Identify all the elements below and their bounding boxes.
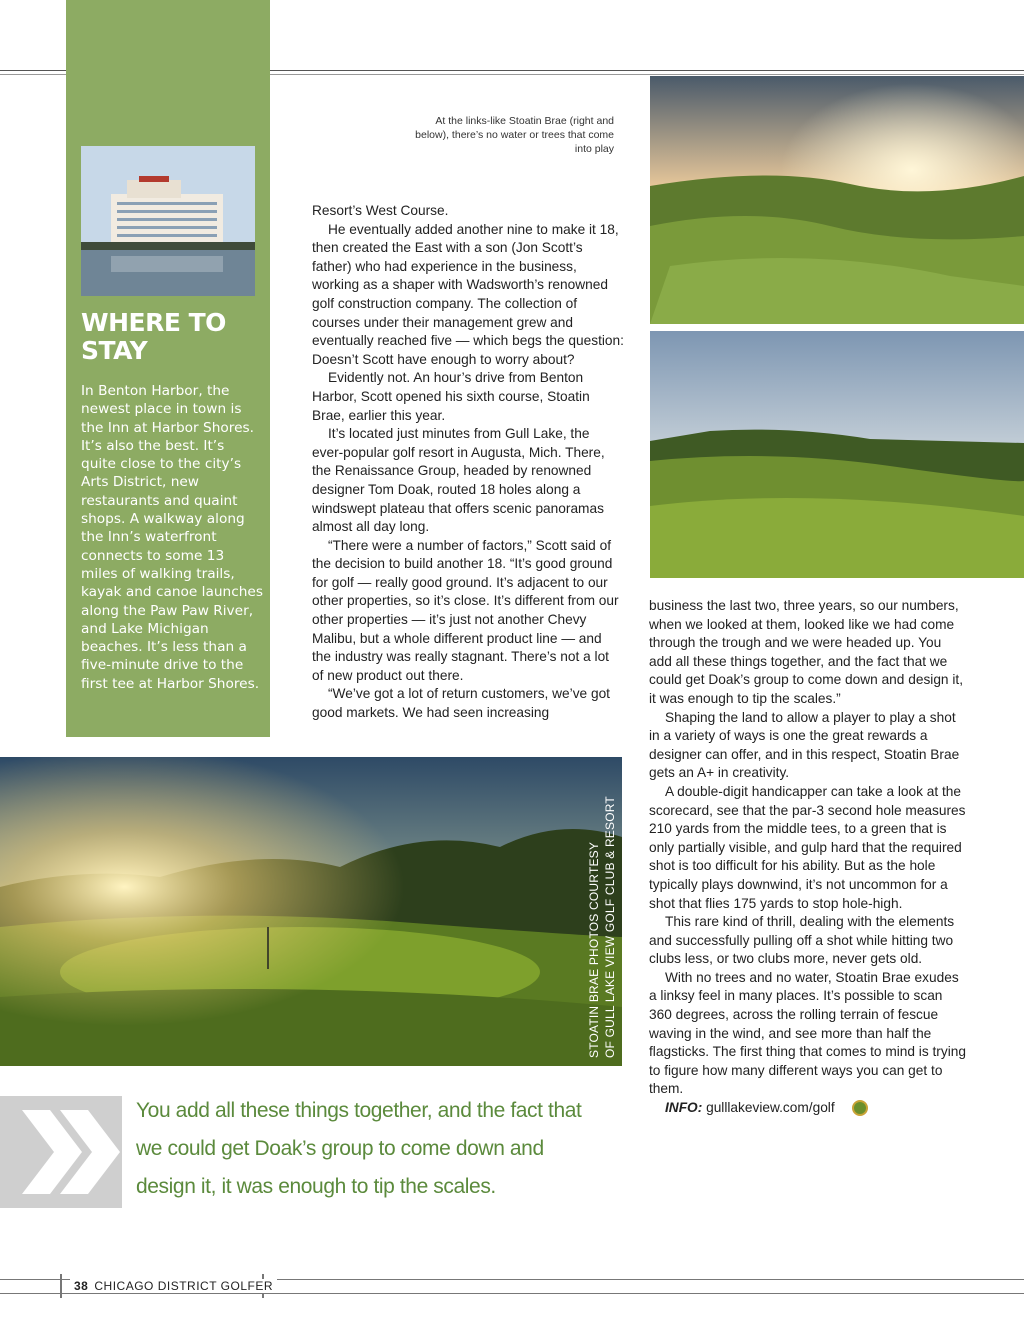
article-column-1 (312, 202, 624, 723)
page-folio (70, 1279, 277, 1293)
photo-caption: At the links-like Stoatin Brae (right and below), there’s no water or trees that come into play (415, 115, 614, 155)
end-seal-icon (852, 1100, 868, 1116)
photo-credit (586, 758, 622, 1058)
article-paragraph: With no trees and no water, Stoatin Brae exudes a linksy feel in many places. It’s possible to scan 360 degrees, across the rolling terrain of fescue waving in the wind, and see more than half the flagsticks. The first thing that comes to mind is trying to figure how many different ways you can get to them. (649, 969, 966, 1097)
hotel-photo (81, 146, 255, 296)
sidebar-body: In Benton Harbor, the newest place in town is the Inn at Harbor Shores. It’s also the best. It’s quite close to the city’s Arts District, new restaurants and quaint shops. A walkway along the Inn’s waterfront connects to some 13 miles of walking trails, kayak and canoe launches along the Paw Paw River, and Lake Michigan beaches. It’s less than a five-minute drive to the first tee at Harbor Shores. (81, 383, 263, 692)
photo-credit-line-1: STOATIN BRAE PHOTOS COURTESY (587, 841, 601, 1058)
footer-rule-2 (0, 1293, 1024, 1294)
article-paragraph: Resort’s West Course. (312, 203, 449, 218)
article-paragraph: “There were a number of factors,” Scott said of the decision to build another 18. “It’s good ground for golf — really good ground. It’s adjacent to our other properties, so it’s close. It’s different from our other properties — it’s just not another Chevy Malibu, but a whole different product line — and the industry was really stagnant. There’s not a lot of new product out there. (312, 537, 619, 683)
article-paragraph: Evidently not. An hour’s drive from Benton Harbor, Scott opened his sixth course, Stoatin Brae, earlier this year. (312, 370, 590, 423)
golf-course-photo-2 (650, 331, 1024, 578)
info-line (649, 1099, 967, 1118)
article-paragraph: He eventually added another nine to make it 18, then created the East with a son (Jon Scott’s father) who had experience in the business, working as a shaper with Wadsworth’s renowned golf construction company. The collection of courses under their management grew and eventually reached five — which begs the question: Doesn’t Scott have enough to worry about? (312, 221, 624, 367)
article-paragraph: A double-digit handicapper can take a look at the scorecard, see that the par-3 second hole measures 210 yards from the middle tees, to a green that is only partially visible, and gulp hard that the required shot is too difficult for his ability. But as the hole typically plays downwind, it’s not uncommon for a shot that flies 175 yards to stop hole-high. (649, 783, 966, 911)
sidebar-title: WHERE TO STAY (81, 308, 226, 365)
golf-course-photo-1 (650, 76, 1024, 324)
article-paragraph: “We’ve got a lot of return customers, we’ve got good markets. We had seen increasing (312, 686, 610, 721)
golf-green-sunset-photo (0, 757, 622, 1066)
footer-divider-left (60, 1274, 62, 1298)
double-chevron-icon (0, 1096, 122, 1208)
info-label: INFO: (665, 1100, 703, 1116)
article-column-2 (649, 597, 967, 1118)
article-paragraph: This rare kind of thrill, dealing with the elements and successfully pulling off a shot while hitting two clubs less, or two clubs more, never gets old. (649, 914, 955, 967)
article-paragraph: It’s located just minutes from Gull Lake, the ever-popular golf resort in Augusta, Mich. There, the Renaissance Group, headed by renowned designer Tom Doak, routed 18 holes along a windswept plateau that offers scenic panoramas almost all day long. (312, 426, 605, 535)
publication-name: CHICAGO DISTRICT GOLFER (94, 1279, 273, 1293)
article-paragraph: Shaping the land to allow a player to play a shot in a variety of ways is one the great rewards a designer can offer, and in this respect, Stoatin Brae gets an A+ in creativity. (649, 709, 960, 781)
info-url[interactable]: gulllakeview.com/golf (706, 1100, 835, 1116)
article-paragraph: business the last two, three years, so our numbers, when we looked at them, looked like we had come through the trough and we were headed up. You add all these things together, and the fact that we could get Doak’s group to come down and design it, it was enough to tip the scales.” (649, 598, 963, 706)
page-number: 38 (74, 1279, 89, 1293)
pull-quote: You add all these things together, and the fact that we could get Doak’s group to come down and design it, it was enough to tip the scales. (136, 1099, 582, 1198)
photo-credit-line-2: OF GULL LAKE VIEW GOLF CLUB & RESORT (603, 796, 617, 1058)
